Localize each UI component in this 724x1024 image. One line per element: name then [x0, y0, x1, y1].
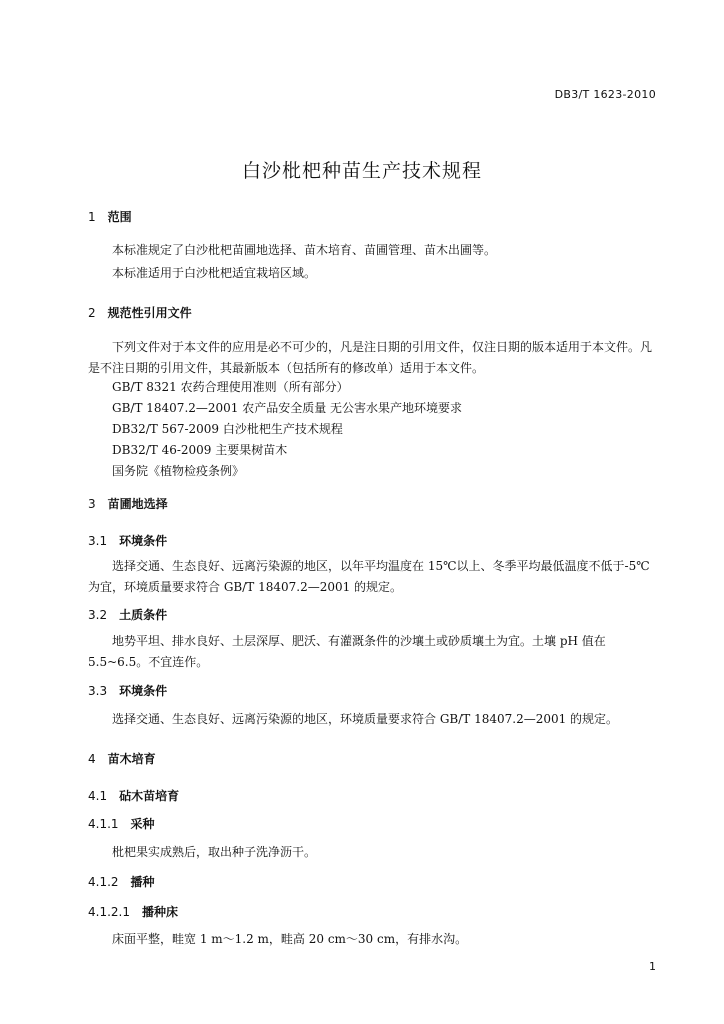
section-2-intro: 下列文件对于本文件的应用是必不可少的，凡是注日期的引用文件，仅注日期的版本适用于本文件。凡是不注日期的引用文件，其最新版本（包括所有的修改单）适用于本文件。: [88, 340, 653, 375]
section-number: 4.1.1: [88, 817, 119, 831]
section-title: 砧木苗培育: [119, 789, 180, 803]
section-number: 4.1.2: [88, 875, 119, 889]
section-4-1-2-1-heading: [88, 903, 178, 920]
section-number: 4: [88, 752, 96, 766]
section-3-1-text: 选择交通、生态良好、远离污染源的地区，以年平均温度在 15℃以上、冬季平均最低温度不低于-5℃为宜，环境质量要求符合 GB/T 18407.2—2001 的规定。: [88, 559, 650, 594]
section-3-heading: [88, 495, 168, 512]
document-number: DB3/T 1623-2010: [554, 88, 656, 101]
section-title: 环境条件: [119, 684, 168, 698]
section-number: 1: [88, 210, 96, 224]
reference-item: GB/T 18407.2—2001 农产品安全质量 无公害水果产地环境要求: [112, 401, 463, 415]
section-title: 播种: [130, 875, 155, 889]
reference-item: 国务院《植物检疫条例》: [112, 464, 245, 478]
section-title: 环境条件: [119, 534, 168, 548]
page-number: 1: [649, 960, 656, 973]
section-4-1-1-heading: [88, 815, 155, 832]
section-1-heading: [88, 208, 132, 225]
section-number: 3.1: [88, 534, 108, 548]
section-3-3-text: 选择交通、生态良好、远离污染源的地区，环境质量要求符合 GB/T 18407.2—2001 的规定。: [112, 712, 619, 726]
section-4-1-2-heading: [88, 873, 155, 890]
reference-item: DB32/T 46-2009 主要果树苗木: [112, 443, 288, 457]
section-title: 采种: [130, 817, 155, 831]
section-title: 苗圃地选择: [107, 497, 168, 511]
section-number: 4.1: [88, 789, 108, 803]
section-title: 播种床: [141, 905, 178, 919]
section-title: 规范性引用文件: [107, 306, 192, 320]
section-4-heading: [88, 750, 156, 767]
section-3-1-heading: [88, 532, 167, 549]
document-title: 白沙枇杷种苗生产技术规程: [241, 160, 482, 182]
section-3-2-text: 地势平坦、排水良好、土层深厚、肥沃、有灌溉条件的沙壤土或砂质壤土为宜。土壤 pH 值在 5.5~6.5。不宜连作。: [88, 634, 606, 669]
section-title: 土质条件: [119, 608, 168, 622]
section-number: 3.2: [88, 608, 108, 622]
section-4-1-heading: [88, 787, 179, 804]
reference-item: GB/T 8321 农药合理使用准则（所有部分）: [112, 380, 349, 394]
section-4-1-1-text: 枇杷果实成熟后，取出种子洗净沥干。: [112, 845, 317, 859]
reference-item: DB32/T 567-2009 白沙枇杷生产技术规程: [112, 422, 343, 436]
section-number: 4.1.2.1: [88, 905, 130, 919]
section-4-1-2-1-text: 床面平整，畦宽 1 m～1.2 m，畦高 20 cm～30 cm，有排水沟。: [112, 932, 468, 946]
section-1-paragraph-1: 本标准规定了白沙枇杷苗圃地选择、苗木培育、苗圃管理、苗木出圃等。: [112, 243, 497, 257]
section-title: 范围: [107, 210, 132, 224]
section-number: 3: [88, 497, 96, 511]
section-title: 苗木培育: [107, 752, 156, 766]
section-2-heading: [88, 304, 192, 321]
section-3-3-heading: [88, 682, 167, 699]
section-number: 2: [88, 306, 96, 320]
section-3-2-heading: [88, 606, 167, 623]
section-number: 3.3: [88, 684, 108, 698]
section-1-paragraph-2: 本标准适用于白沙枇杷适宜栽培区域。: [112, 266, 317, 280]
